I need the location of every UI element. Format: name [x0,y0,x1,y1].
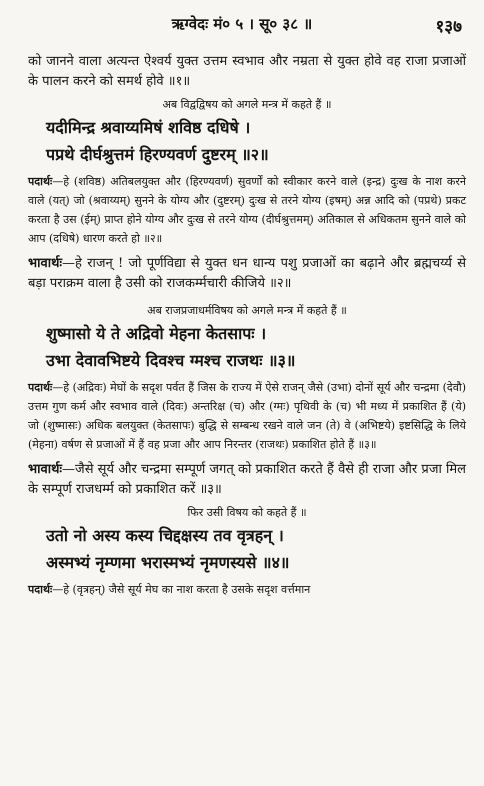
padartha-text: —हे (वृत्रहन्) जैसे सूर्य मेघ का नाश करता है उसके सदृश वर्त्तमान [52,583,311,596]
paragraph-continuation [28,52,466,92]
mantra-line: अस्मभ्यं नृम्णमा भरास्मभ्यं नृमणस्यसे ॥४॥ [46,553,290,572]
paragraph-text: को जानने वाला अत्यन्त ऐश्वर्य युक्त उत्तम स्वभाव और नम्रता से युक्त होवे वह राजा प्रजाओं के पालन करने को समर्थ होवे ॥१॥ [28,54,466,89]
mantra-verse-4 [28,522,466,576]
mantra-line: उभा देवावभिष्टये दिवश्च ग्मश्च राजथः ॥३॥ [46,351,296,370]
bhavartha-paragraph [28,254,466,294]
mantra-verse-3 [28,320,466,374]
mantra-line: उतो नो अस्य कस्य चिद्दक्षस्य तव वृत्रहन् । [46,526,284,545]
padartha-paragraph [28,580,466,599]
bhavartha-text: —हे राजन् ! जो पूर्णविद्या से युक्त धन धान्य पशु प्रजाओं का बढ़ाने और ब्रह्मचर्य्य से बड़ा पराक्रम वाला है उसी को राजकर्म्मचारी कीजिये ॥२॥ [28,256,466,291]
padartha-paragraph [28,378,466,454]
mantra-line: यदीमिन्द्र श्रवाय्यमिषं शविष्ठ दधिषे । [46,118,251,137]
bhavartha-label: भावार्थः [28,462,63,477]
padartha-label: पदार्थः [28,175,53,188]
padartha-label: पदार्थः [28,381,53,394]
padartha-label: पदार्थः [28,583,53,596]
mantra-verse-2 [28,114,466,168]
section-intro: अब राजप्रजाधर्मविषय को अगले मन्त्र में कहते हैं ॥ [147,304,347,317]
mantra-line: शुष्मासो ये ते अद्रिवो मेहना केतसापः । [46,324,267,343]
running-header-title: ऋग्वेदः मं० ५ । सू० ३८ ॥ [171,15,313,33]
section-intro: फिर उसी विषय को कहते हैं ॥ [187,506,307,519]
mantra-line: पप्रथे दीर्घश्रुत्तमं हिरण्यवर्ण दुष्टरम् ॥२॥ [46,145,269,164]
page-number: १३७ [435,17,462,37]
section-intro: अब विद्वद्विषय को अगले मन्त्र में कहते हैं ॥ [162,98,332,111]
padartha-text: —हे (शविष्ठ) अतिबलयुक्त और (हिरण्यवर्ण) सुवर्णों को स्वीकार करने वाले (इन्द्र) दुःख के नाश करने वाले (यत्) जो (श्रवाय्यम्) सुनने के योग्य और (दुष्टरम्) दुःख से तरने योग्य (इषम्) अन्न आदि को (पप्रथे) प्रकट करता है उस (ईम्) प्राप्त होने योग्य और दुःख से तरने योग्य (दीर्घश्रुत्तमम्) अतिकाल से अधिकतम सुनने वाले को आप (दधिषे) धारण करते हो ॥२॥ [28,175,466,245]
padartha-text: —हे (अद्रिवः) मेघों के सदृश पर्वत हैं जिस के राज्य में ऐसे राजन् जैसे (उभा) दोनों सूर्य और चन्द्रमा (देवौ) उत्तम गुण कर्म और स्वभाव वाले (दिवः) अन्तरिक्ष (च) और (ग्मः) पृथिवी के (च) भी मध्य में प्रकाशित हैं (ये) जो (शुष्मासः) अधिक बलयुक्त (केतसापः) बुद्धि से सम्बन्ध रखने वाले जन (ते) वे (अभिष्टये) इष्टसिद्धि के लिये (मेहना) वर्षण से प्रजाओं में हैं वह प्रजा और आप निरन्तर (राजथः) प्रकाशित होते हैं ॥३॥ [28,381,466,451]
padartha-paragraph [28,172,466,248]
page-content [28,52,466,599]
bhavartha-text: —जैसे सूर्य और चन्द्रमा सम्पूर्ण जगत् को प्रकाशित करते हैं वैसे ही राजा और प्रजा मिल के सम्पूर्ण राजधर्म्म को प्रकाशित करें ॥३॥ [28,462,466,497]
bhavartha-label: भावार्थः [28,256,63,271]
page-header [0,12,484,46]
bhavartha-paragraph [28,460,466,500]
